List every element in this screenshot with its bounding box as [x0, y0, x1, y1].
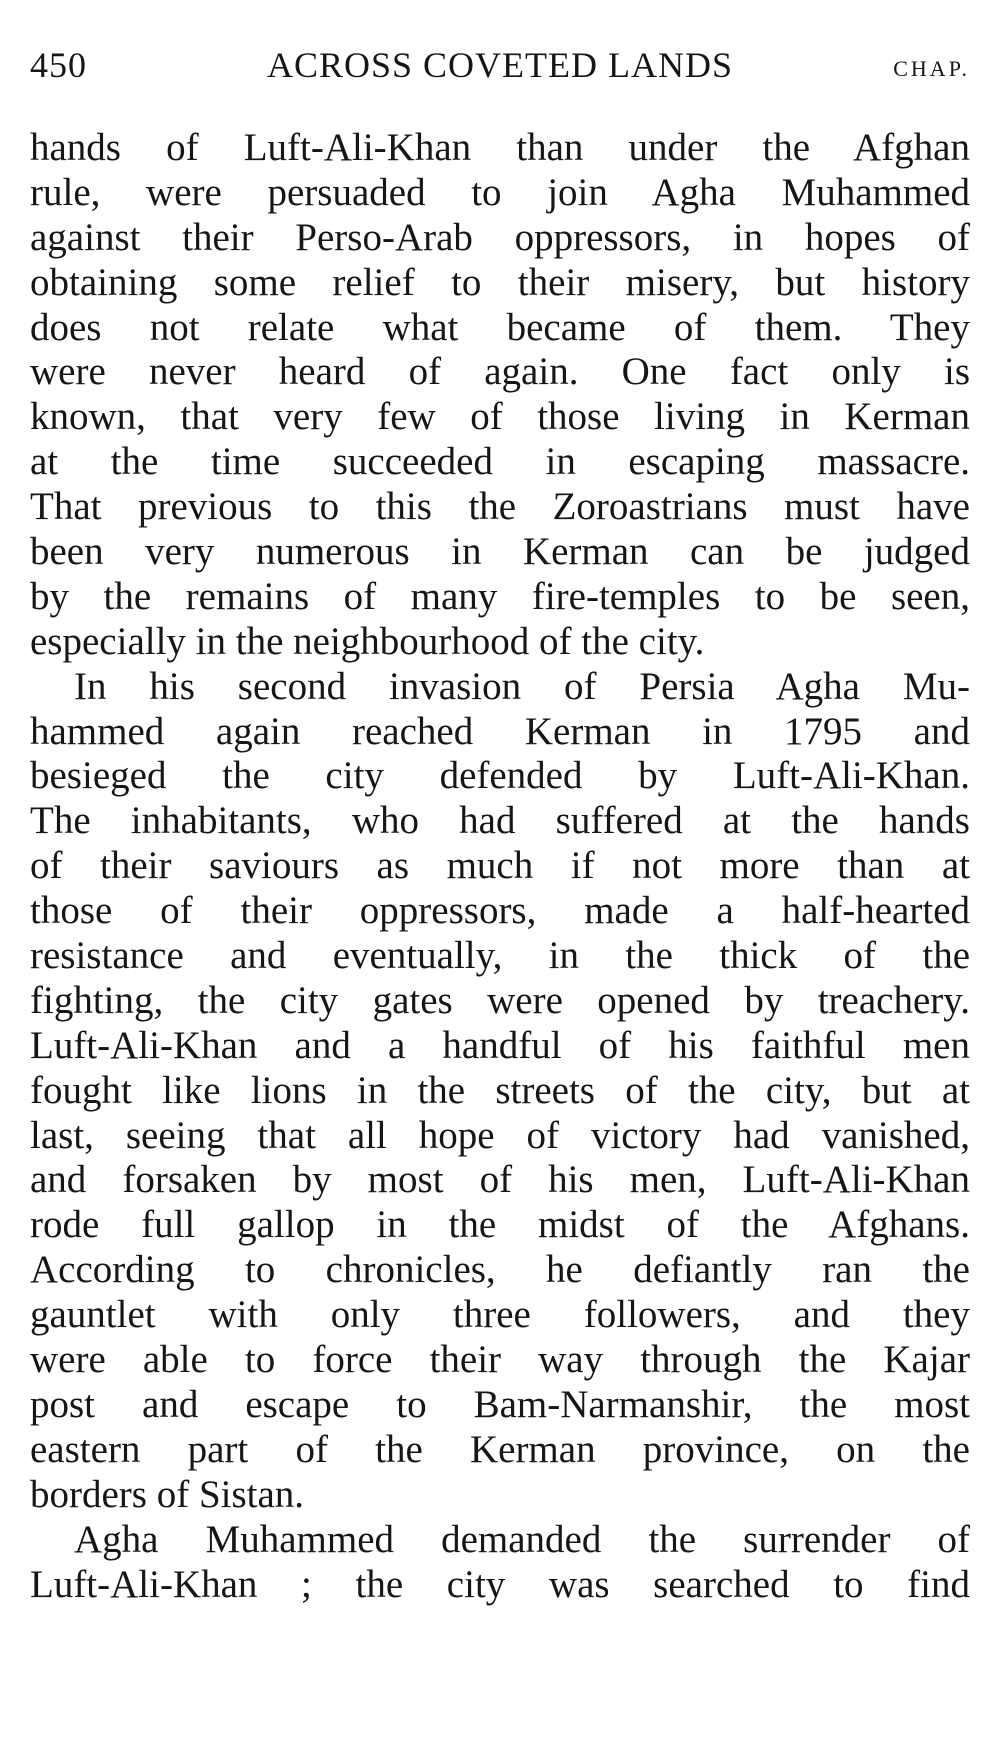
- running-header: [30, 40, 970, 90]
- text-line: According to chronicles, he defiantly ran the: [30, 1248, 970, 1292]
- text-line: eastern part of the Kerman province, on the: [30, 1427, 970, 1471]
- text-line: and forsaken by most of his men, Luft-Ali-Khan: [30, 1158, 970, 1202]
- text-line: Luft-Ali-Khan and a handful of his faithful men: [30, 1023, 970, 1067]
- text-line: obtaining some relief to their misery, but history: [30, 260, 970, 304]
- text-line: post and escape to Bam-Narmanshir, the most: [30, 1382, 970, 1426]
- paragraph: [30, 665, 970, 1518]
- text-line: Luft-Ali-Khan ; the city was searched to find: [30, 1562, 970, 1606]
- text-line: those of their oppressors, made a half-hearted: [30, 889, 970, 933]
- text-line: rule, were persuaded to join Agha Muhammed: [30, 170, 970, 214]
- text-line: fighting, the city gates were opened by treachery.: [30, 978, 970, 1022]
- text-line: does not relate what became of them. They: [30, 305, 970, 349]
- running-title: ACROSS COVETED LANDS: [266, 45, 734, 85]
- text-line: of their saviours as much if not more than at: [30, 844, 970, 888]
- text-line: hammed again reached Kerman in 1795 and: [30, 709, 970, 753]
- text-line: especially in the neighbourhood of the city.: [30, 619, 705, 663]
- text-line: were never heard of again. One fact only is: [30, 350, 970, 394]
- text-line: at the time succeeded in escaping massacre.: [30, 440, 970, 484]
- text-line: been very numerous in Kerman can be judged: [30, 530, 970, 574]
- paragraph: [30, 1518, 970, 1608]
- text-line: That previous to this the Zoroastrians must have: [30, 485, 970, 529]
- text-line: borders of Sistan.: [30, 1472, 305, 1516]
- text-line: by the remains of many fire-temples to be seen,: [30, 574, 970, 618]
- text-line: gauntlet with only three followers, and they: [30, 1293, 970, 1337]
- text-line: last, seeing that all hope of victory had vanished,: [30, 1113, 970, 1157]
- text-line: In his second invasion of Persia Agha Mu-: [74, 664, 970, 708]
- text-line: Agha Muhammed demanded the surrender of: [74, 1517, 970, 1561]
- paragraph: [30, 126, 970, 665]
- text-line: The inhabitants, who had suffered at the hands: [30, 799, 970, 843]
- text-line: hands of Luft-Ali-Khan than under the Afghan: [30, 126, 970, 169]
- text-line: besieged the city defended by Luft-Ali-Khan.: [30, 754, 970, 798]
- text-line: resistance and eventually, in the thick of the: [30, 934, 970, 978]
- text-line: against their Perso-Arab oppressors, in hopes of: [30, 215, 970, 259]
- page-number: 450: [30, 45, 87, 85]
- chapter-label: CHAP.: [893, 56, 970, 81]
- text-line: rode full gallop in the midst of the Afghans.: [30, 1203, 970, 1247]
- body-text: [30, 126, 970, 1607]
- text-line: were able to force their way through the Kajar: [30, 1338, 970, 1382]
- text-line: fought like lions in the streets of the city, but at: [30, 1068, 970, 1112]
- text-line: known, that very few of those living in Kerman: [30, 395, 970, 439]
